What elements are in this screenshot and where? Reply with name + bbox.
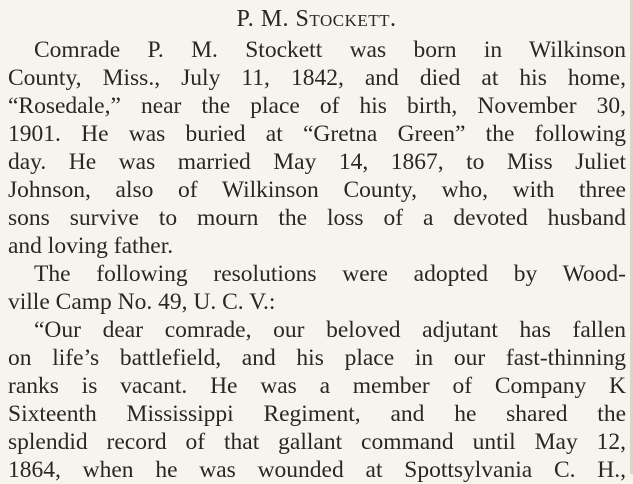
text-line: 1864, when he was wounded at Spottsylvania C. H., [8, 457, 626, 483]
text-line: Johnson, also of Wilkinson County, who, with three [8, 177, 626, 203]
text-line: ville Camp No. 49, U. C. V.: [8, 289, 276, 315]
text-line: “Rosedale,” near the place of his birth, November 30, [8, 93, 626, 119]
text-line: Sixteenth Mississippi Regiment, and he shared the [8, 401, 626, 427]
text-line: day. He was married May 14, 1867, to Miss Juliet [8, 149, 626, 175]
text-line: ranks is vacant. He was a member of Company K [8, 373, 626, 399]
text-line: splendid record of that gallant command until May 12, [8, 429, 626, 455]
text-line: 1901. He was buried at “Gretna Green” the following [8, 121, 626, 147]
text-line: The following resolutions were adopted by Wood- [34, 261, 626, 287]
text-line: on life’s battlefield, and his place in our fast-thinning [8, 345, 626, 371]
text-line: and loving father. [8, 233, 174, 259]
text-line: County, Miss., July 11, 1842, and died at his home, [8, 65, 626, 91]
text-line: Comrade P. M. Stockett was born in Wilkinson [34, 37, 626, 63]
article-title: P. M. Stockett. [236, 6, 397, 32]
text-line: “Our dear comrade, our beloved adjutant has fallen [34, 317, 626, 343]
text-line: sons survive to mourn the loss of a devoted husband [8, 205, 626, 231]
